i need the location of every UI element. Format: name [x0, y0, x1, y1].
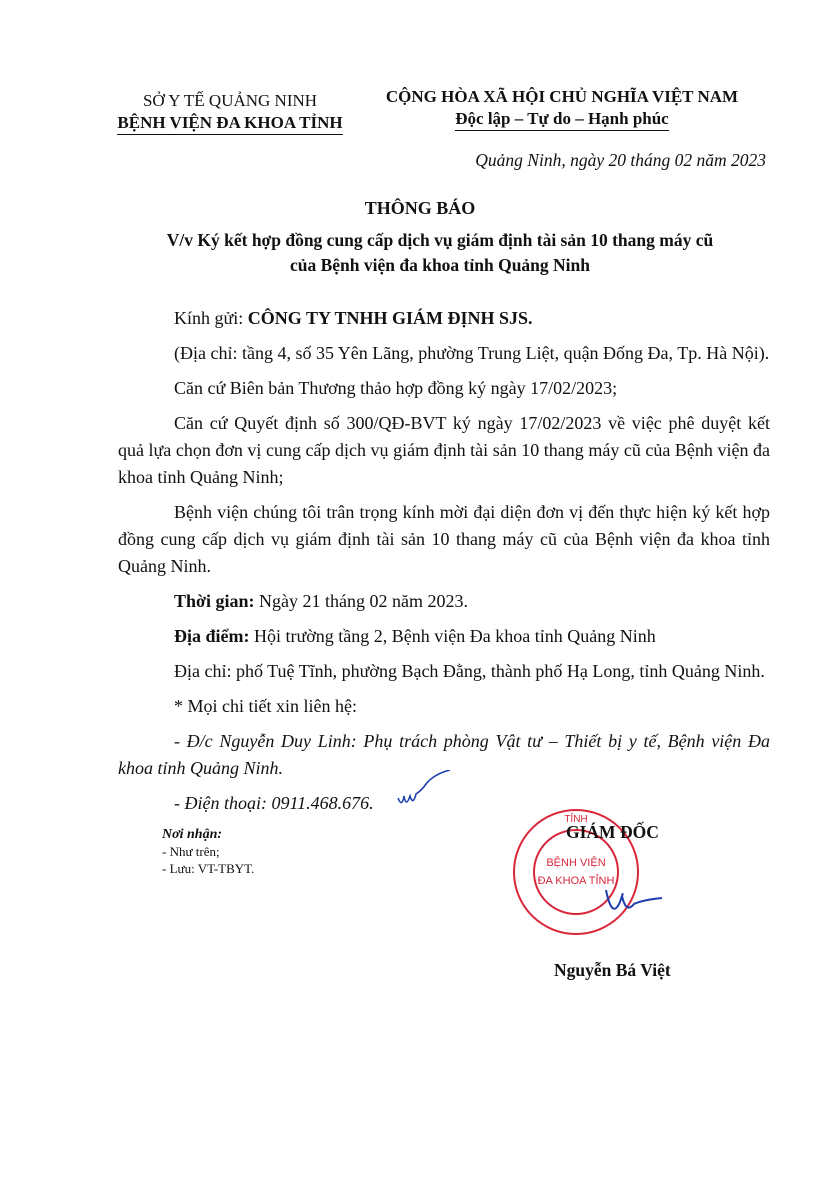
time-value: Ngày 21 tháng 02 năm 2023. [254, 591, 468, 611]
issuer-hospital: BỆNH VIỆN ĐA KHOA TỈNH [117, 112, 342, 135]
recipient-line [118, 305, 770, 332]
signer-name: Nguyễn Bá Việt [554, 960, 671, 980]
recipients-heading: Nơi nhận: [162, 827, 223, 842]
document-subject [110, 228, 770, 278]
invitation-paragraph: Bệnh viện chúng tôi trân trọng kính mời đại diện đơn vị đến thực hiện ký kết hợp đồng cung cấp dịch vụ giám định tài sản 10 thang máy cũ của Bệnh viện đa khoa tỉnh Quảng Ninh. [118, 502, 770, 576]
place-line [118, 623, 770, 650]
basis-paragraph-1: Căn cứ Biên bản Thương thảo hợp đồng ký ngày 17/02/2023; [174, 378, 618, 398]
contact-intro: * Mọi chi tiết xin liên hệ: [174, 696, 357, 716]
subject-line-1: V/v Ký kết hợp đồng cung cấp dịch vụ giám định tài sản 10 thang máy cũ [166, 230, 714, 250]
recipients-line-1: - Như trên; [162, 844, 220, 859]
signature-title: GIÁM ĐỐC [566, 822, 659, 842]
issuer-header [100, 90, 360, 135]
place-address: Địa chỉ: phố Tuệ Tĩnh, phường Bạch Đằng, thành phố Hạ Long, tỉnh Quảng Ninh. [174, 661, 765, 681]
national-header [362, 86, 762, 131]
stamp-line-1: BỆNH VIỆN [546, 857, 606, 869]
issuer-department: SỞ Y TẾ QUẢNG NINH [142, 91, 318, 110]
recipient-name: CÔNG TY TNHH GIÁM ĐỊNH SJS. [247, 308, 533, 328]
time-line [118, 588, 770, 615]
initials-mark [390, 770, 460, 820]
stamp-line-2: ĐA KHOA TỈNH [537, 875, 615, 887]
document-body [118, 305, 770, 825]
national-motto: Độc lập – Tự do – Hạnh phúc [455, 108, 668, 131]
recipients-line-2: - Lưu: VT-TBYT. [162, 861, 255, 876]
contact-person: - Đ/c Nguyễn Duy Linh: Phụ trách phòng Vật tư – Thiết bị y tế, Bệnh viện Đa khoa tỉnh Quảng Ninh. [118, 731, 770, 778]
recipient-label: Kính gửi: [174, 308, 248, 328]
basis-paragraph-2: Căn cứ Quyết định số 300/QĐ-BVT ký ngày 17/02/2023 về việc phê duyệt kết quả lựa chọn đơn vị cung cấp dịch vụ giám định tài sản 10 thang máy cũ của Bệnh viện đa khoa tỉnh Quảng Ninh; [118, 413, 770, 487]
recipients-block [162, 826, 254, 877]
contact-phone: - Điện thoại: 0911.468.676. [174, 793, 374, 813]
document-date: Quảng Ninh, ngày 20 tháng 02 năm 2023 [475, 150, 766, 170]
place-value: Hội trường tầng 2, Bệnh viện Đa khoa tỉnh Quảng Ninh [249, 626, 656, 646]
time-label: Thời gian: [174, 591, 255, 611]
subject-line-2: của Bệnh viện đa khoa tỉnh Quảng Ninh [289, 255, 591, 275]
national-title: CỘNG HÒA XÃ HỘI CHỦ NGHĨA VIỆT NAM [385, 87, 739, 106]
recipient-address: (Địa chỉ: tầng 4, số 35 Yên Lãng, phường Trung Liệt, quận Đống Đa, Tp. Hà Nội). [174, 343, 770, 363]
place-label: Địa điểm: [174, 626, 250, 646]
stamp-top-text: TỈNH [564, 814, 588, 825]
handwritten-signature [596, 870, 666, 930]
document-title: THÔNG BÁO [364, 198, 476, 218]
